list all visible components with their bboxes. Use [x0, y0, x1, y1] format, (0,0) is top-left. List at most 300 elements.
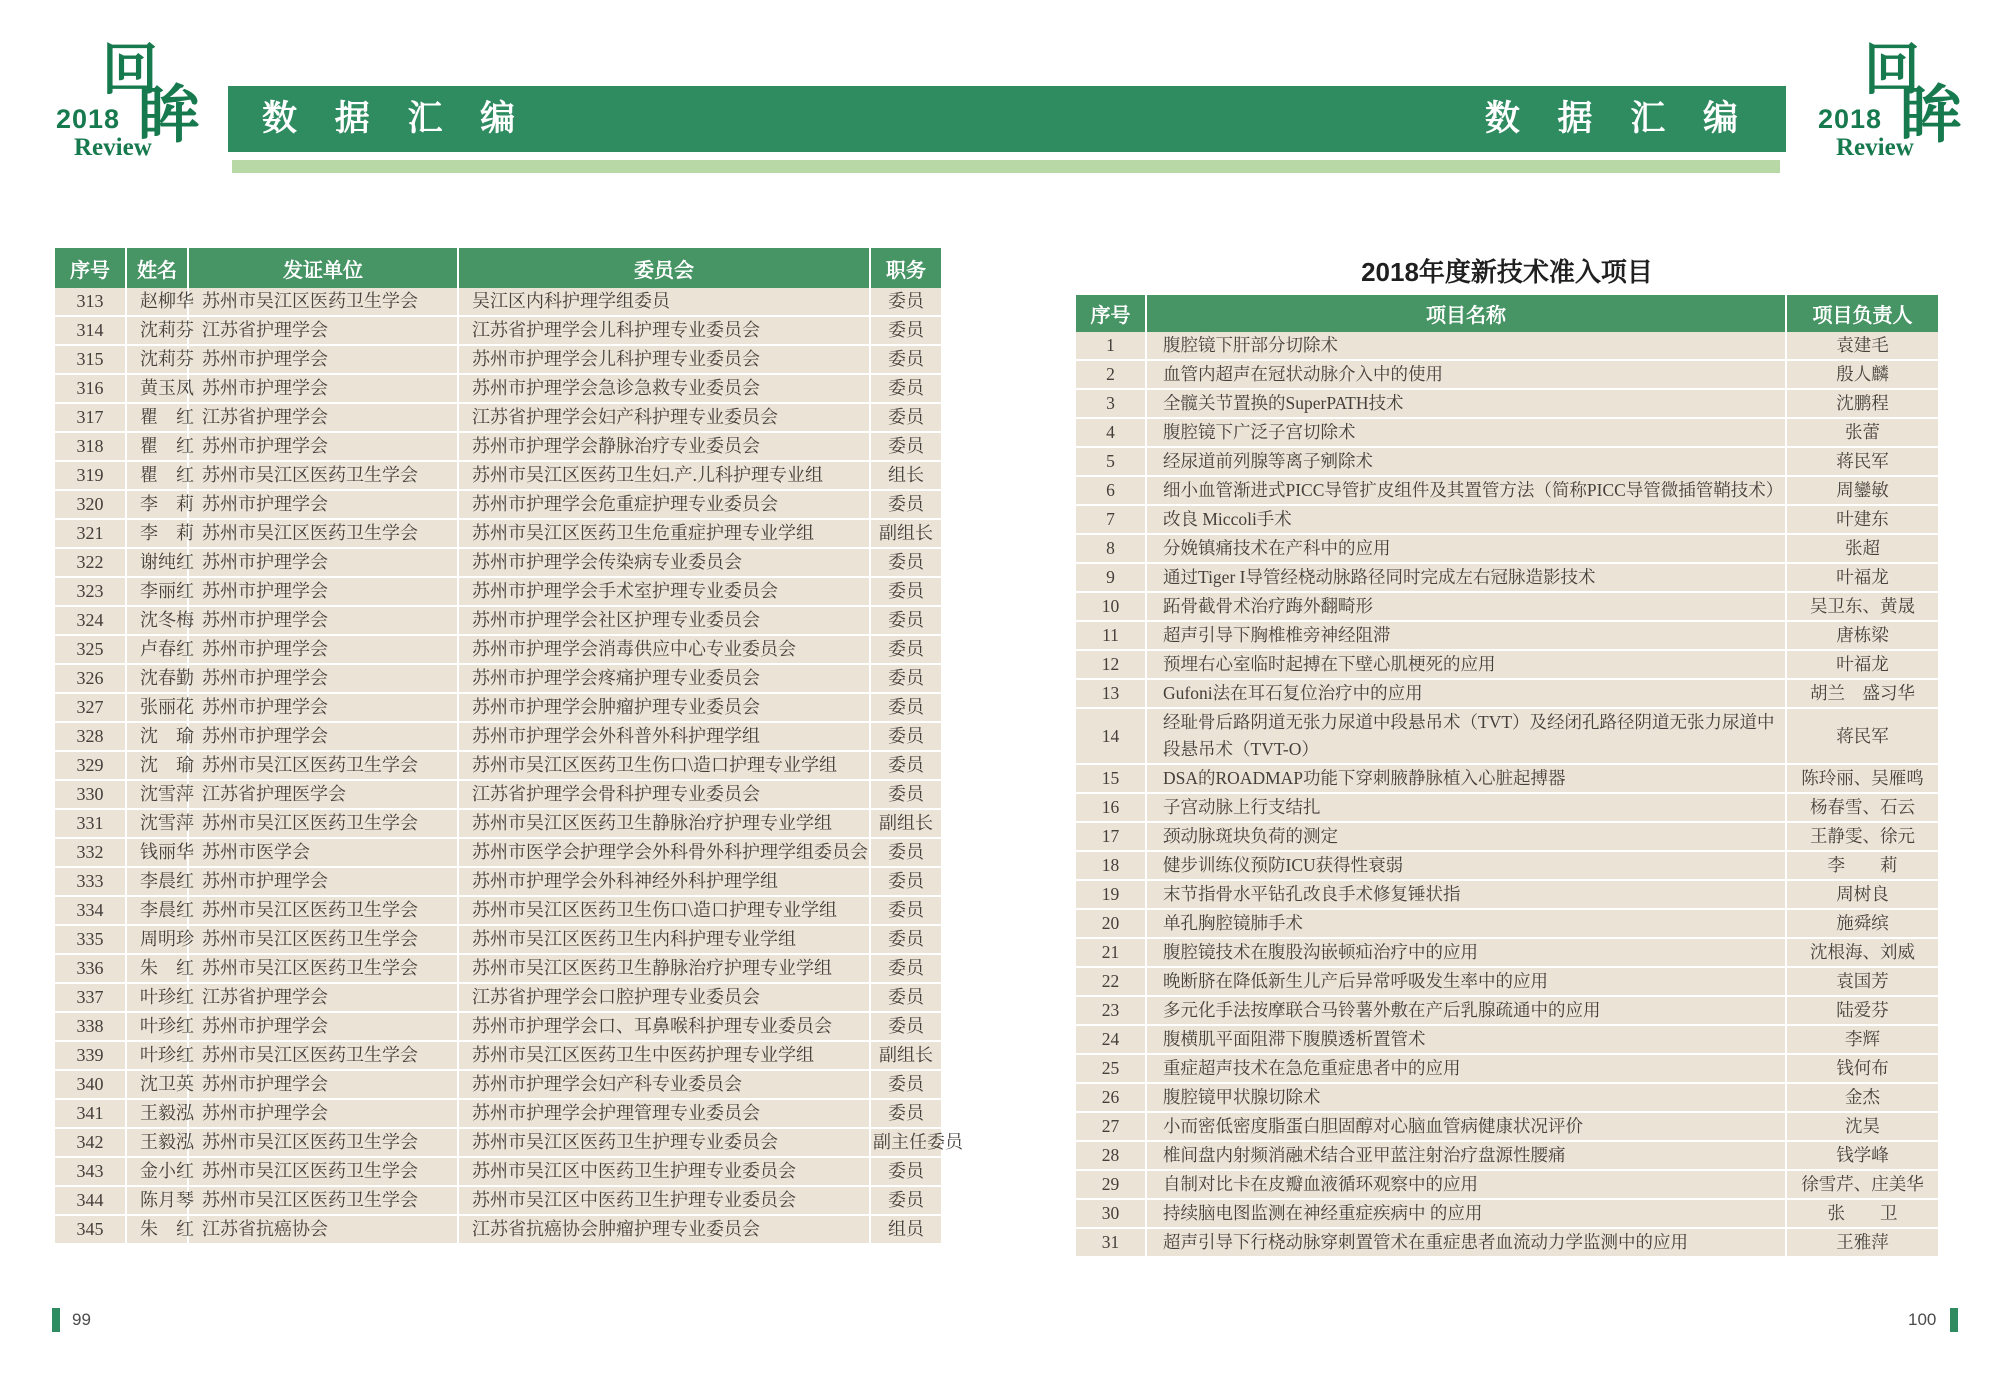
cell-position: 副组长 [870, 1041, 941, 1070]
cell-project-name: 超声引导下行桡动脉穿刺置管术在重症患者血流动力学监测中的应用 [1146, 1228, 1786, 1257]
cell-name: 王毅泓 [126, 1099, 188, 1128]
cell-project-name: 椎间盘内射频消融术结合亚甲蓝注射治疗盘源性腰痛 [1146, 1141, 1786, 1170]
cell-issuing-unit: 苏州市护理学会 [188, 664, 458, 693]
table-row [1076, 793, 1938, 822]
cell-seq: 322 [55, 548, 126, 577]
column-header: 职务 [870, 248, 941, 288]
cell-name: 李 莉 [126, 519, 188, 548]
cell-seq: 5 [1076, 447, 1146, 476]
cell-seq: 321 [55, 519, 126, 548]
cell-issuing-unit: 苏州市护理学会 [188, 432, 458, 461]
cell-position: 委员 [870, 983, 941, 1012]
cell-seq: 15 [1076, 764, 1146, 793]
cell-seq: 340 [55, 1070, 126, 1099]
table-row [55, 606, 941, 635]
cell-position: 委员 [870, 722, 941, 751]
cell-position: 副组长 [870, 809, 941, 838]
cell-committee: 苏州市护理学会急诊急救专业委员会 [458, 374, 870, 403]
column-header: 序号 [1076, 295, 1146, 332]
table-row [55, 867, 941, 896]
cell-committee: 苏州市护理学会静脉治疗专业委员会 [458, 432, 870, 461]
table-row [55, 751, 941, 780]
table-row [55, 345, 941, 374]
table-row [1076, 679, 1938, 708]
table-row [1076, 332, 1938, 360]
cell-seq: 27 [1076, 1112, 1146, 1141]
cell-committee: 苏州市护理学会疼痛护理专业委员会 [458, 664, 870, 693]
cell-name: 赵柳华 [126, 288, 188, 316]
table-row [55, 1041, 941, 1070]
cell-position: 委员 [870, 316, 941, 345]
table-row [1076, 851, 1938, 880]
cell-position: 组员 [870, 1215, 941, 1244]
cell-committee: 苏州市吴江区医药卫生中医药护理专业学组 [458, 1041, 870, 1070]
cell-project-name: 单孔胸腔镜肺手术 [1146, 909, 1786, 938]
table-row [1076, 650, 1938, 679]
cell-seq: 6 [1076, 476, 1146, 505]
table-row [1076, 592, 1938, 621]
cell-project-name: 末节指骨水平钻孔改良手术修复锤状指 [1146, 880, 1786, 909]
table-row [1076, 447, 1938, 476]
cell-name: 沈春勤 [126, 664, 188, 693]
cell-committee: 苏州市护理学会儿科护理专业委员会 [458, 345, 870, 374]
cell-seq: 24 [1076, 1025, 1146, 1054]
cell-name: 李 莉 [126, 490, 188, 519]
cell-name: 沈冬梅 [126, 606, 188, 635]
logo-review-label: Review [74, 134, 152, 161]
cell-project-leader: 杨春雪、石云 [1786, 793, 1938, 822]
cell-project-name: 全髋关节置换的SuperPATH技术 [1146, 389, 1786, 418]
table-row [1076, 360, 1938, 389]
cell-name: 李晨红 [126, 867, 188, 896]
cell-committee: 苏州市护理学会社区护理专业委员会 [458, 606, 870, 635]
cell-issuing-unit: 苏州市护理学会 [188, 635, 458, 664]
table-row [1076, 476, 1938, 505]
cell-seq: 26 [1076, 1083, 1146, 1112]
cell-name: 叶珍红 [126, 983, 188, 1012]
table-row [1076, 621, 1938, 650]
cell-name: 卢春红 [126, 635, 188, 664]
cell-seq: 25 [1076, 1054, 1146, 1083]
cell-name: 沈卫英 [126, 1070, 188, 1099]
cell-seq: 1 [1076, 332, 1146, 360]
table-row [55, 461, 941, 490]
cell-position: 组长 [870, 461, 941, 490]
cell-project-leader: 唐栋梁 [1786, 621, 1938, 650]
cell-position: 委员 [870, 954, 941, 983]
cell-seq: 329 [55, 751, 126, 780]
cell-seq: 332 [55, 838, 126, 867]
cell-project-name: 持续脑电图监测在神经重症疾病中 的应用 [1146, 1199, 1786, 1228]
cell-name: 沈雪萍 [126, 780, 188, 809]
cell-issuing-unit: 江苏省护理学会 [188, 403, 458, 432]
cell-project-name: 健步训练仪预防ICU获得性衰弱 [1146, 851, 1786, 880]
table-row [1076, 1141, 1938, 1170]
cell-committee: 苏州市护理学会传染病专业委员会 [458, 548, 870, 577]
cell-issuing-unit: 苏州市护理学会 [188, 490, 458, 519]
cell-project-name: Gufoni法在耳石复位治疗中的应用 [1146, 679, 1786, 708]
cell-project-name: 晚断脐在降低新生儿产后异常呼吸发生率中的应用 [1146, 967, 1786, 996]
cell-committee: 江苏省护理学会儿科护理专业委员会 [458, 316, 870, 345]
cell-name: 黄玉凤 [126, 374, 188, 403]
cell-position: 委员 [870, 345, 941, 374]
cell-issuing-unit: 苏州市医学会 [188, 838, 458, 867]
cell-committee: 苏州市吴江区医药卫生伤口\造口护理专业学组 [458, 896, 870, 925]
cell-project-name: 腹腔镜下广泛子宫切除术 [1146, 418, 1786, 447]
logo-year: 2018 [1818, 104, 1883, 134]
cell-position: 副组长 [870, 519, 941, 548]
cell-project-leader: 王雅萍 [1786, 1228, 1938, 1257]
cell-committee: 苏州市吴江区医药卫生妇.产.儿科护理专业组 [458, 461, 870, 490]
cell-project-leader: 陈玲丽、吴雁鸣 [1786, 764, 1938, 793]
cell-project-leader: 钱学峰 [1786, 1141, 1938, 1170]
cell-project-leader: 施舜缤 [1786, 909, 1938, 938]
cell-position: 委员 [870, 780, 941, 809]
left-page-number: 99 [72, 1310, 91, 1329]
cell-project-name: 重症超声技术在急危重症患者中的应用 [1146, 1054, 1786, 1083]
table-row [1076, 1054, 1938, 1083]
cell-issuing-unit: 苏州市护理学会 [188, 606, 458, 635]
cell-issuing-unit: 苏州市吴江区医药卫生学会 [188, 925, 458, 954]
cell-project-name: 分娩镇痛技术在产科中的应用 [1146, 534, 1786, 563]
table-row [55, 548, 941, 577]
table-row [55, 925, 941, 954]
table-row [55, 374, 941, 403]
cell-committee: 江苏省护理学会口腔护理专业委员会 [458, 983, 870, 1012]
logo-calligraphy-icon: 回 [1864, 37, 1920, 103]
cell-issuing-unit: 江苏省护理医学会 [188, 780, 458, 809]
cell-committee: 苏州市吴江区医药卫生护理专业委员会 [458, 1128, 870, 1157]
cell-project-name: 经耻骨后路阴道无张力尿道中段悬吊术（TVT）及经闭孔路径阴道无张力尿道中段悬吊术（TVT-O） [1146, 708, 1786, 764]
cell-position: 委员 [870, 896, 941, 925]
cell-seq: 344 [55, 1186, 126, 1215]
table-row [55, 519, 941, 548]
cell-project-leader: 袁国芳 [1786, 967, 1938, 996]
cell-committee: 苏州市吴江区中医药卫生护理专业委员会 [458, 1186, 870, 1215]
table-row [1076, 418, 1938, 447]
cell-seq: 314 [55, 316, 126, 345]
cell-name: 瞿 红 [126, 432, 188, 461]
table-row [1076, 389, 1938, 418]
left-review-logo [56, 37, 201, 168]
table-row [1076, 996, 1938, 1025]
column-header: 项目名称 [1146, 295, 1786, 332]
cell-seq: 341 [55, 1099, 126, 1128]
cell-project-name: 细小血管渐进式PICC导管扩皮组件及其置管方法（简称PICC导管微插管鞘技术） [1146, 476, 1786, 505]
cell-seq: 338 [55, 1012, 126, 1041]
cell-seq: 316 [55, 374, 126, 403]
cell-committee: 吴江区内科护理学组委员 [458, 288, 870, 316]
left-banner-underline [232, 160, 1008, 173]
table-row [1076, 534, 1938, 563]
cell-project-leader: 沈昊 [1786, 1112, 1938, 1141]
table-row [55, 896, 941, 925]
cell-committee: 江苏省护理学会骨科护理专业委员会 [458, 780, 870, 809]
cell-seq: 318 [55, 432, 126, 461]
cell-project-leader: 徐雪芹、庄美华 [1786, 1170, 1938, 1199]
table-row [55, 983, 941, 1012]
cell-committee: 苏州市护理学会消毒供应中心专业委员会 [458, 635, 870, 664]
table-row [55, 809, 941, 838]
cell-project-name: 腹腔镜下肝部分切除术 [1146, 332, 1786, 360]
cell-issuing-unit: 苏州市护理学会 [188, 577, 458, 606]
cell-project-leader: 叶建东 [1786, 505, 1938, 534]
cell-project-leader: 张蕾 [1786, 418, 1938, 447]
cell-seq: 29 [1076, 1170, 1146, 1199]
cell-issuing-unit: 苏州市吴江区医药卫生学会 [188, 751, 458, 780]
cell-position: 委员 [870, 288, 941, 316]
cell-issuing-unit: 江苏省抗癌协会 [188, 1215, 458, 1244]
cell-seq: 326 [55, 664, 126, 693]
left-banner-title: 数 据 汇 编 [228, 86, 1008, 152]
table-row [1076, 880, 1938, 909]
cell-seq: 22 [1076, 967, 1146, 996]
cell-project-name: 自制对比卡在皮瓣血液循环观察中的应用 [1146, 1170, 1786, 1199]
cell-seq: 317 [55, 403, 126, 432]
cell-name: 叶珍红 [126, 1041, 188, 1070]
cell-seq: 21 [1076, 938, 1146, 967]
cell-name: 陈月琴 [126, 1186, 188, 1215]
cell-position: 委员 [870, 1157, 941, 1186]
cell-seq: 333 [55, 867, 126, 896]
cell-project-leader: 周鑾敏 [1786, 476, 1938, 505]
cell-committee: 苏州市吴江区中医药卫生护理专业委员会 [458, 1157, 870, 1186]
cell-seq: 331 [55, 809, 126, 838]
cell-issuing-unit: 苏州市护理学会 [188, 1070, 458, 1099]
cell-committee: 苏州市医学会护理学会外科骨外科护理学组委员会 [458, 838, 870, 867]
right-section-title: 2018年度新技术准入项目 [1361, 257, 1653, 287]
cell-committee: 苏州市吴江区医药卫生内科护理专业学组 [458, 925, 870, 954]
cell-issuing-unit: 苏州市护理学会 [188, 1012, 458, 1041]
cell-seq: 14 [1076, 708, 1146, 764]
cell-committee: 苏州市吴江区医药卫生静脉治疗护理专业学组 [458, 954, 870, 983]
table-row [1076, 822, 1938, 851]
cell-seq: 19 [1076, 880, 1146, 909]
cell-seq: 12 [1076, 650, 1146, 679]
cell-project-name: 预埋右心室临时起搏在下壁心肌梗死的应用 [1146, 650, 1786, 679]
cell-project-leader: 李辉 [1786, 1025, 1938, 1054]
cell-position: 副主任委员 [870, 1128, 941, 1157]
table-row [55, 1215, 941, 1244]
cell-project-leader: 叶福龙 [1786, 650, 1938, 679]
cell-issuing-unit: 苏州市护理学会 [188, 374, 458, 403]
cell-project-name: 腹腔镜甲状腺切除术 [1146, 1083, 1786, 1112]
cell-name: 沈 瑜 [126, 751, 188, 780]
cell-seq: 313 [55, 288, 126, 316]
cell-issuing-unit: 苏州市吴江区医药卫生学会 [188, 1041, 458, 1070]
cell-seq: 343 [55, 1157, 126, 1186]
cell-committee: 苏州市护理学会危重症护理专业委员会 [458, 490, 870, 519]
table-row [55, 693, 941, 722]
cell-name: 沈 瑜 [126, 722, 188, 751]
cell-seq: 327 [55, 693, 126, 722]
cell-project-leader: 张 卫 [1786, 1199, 1938, 1228]
cell-name: 叶珍红 [126, 1012, 188, 1041]
cell-name: 周明珍 [126, 925, 188, 954]
cell-seq: 337 [55, 983, 126, 1012]
right-banner-title: 数 据 汇 编 [1004, 86, 1786, 152]
cell-position: 委员 [870, 1012, 941, 1041]
table-row [55, 288, 941, 316]
table-row [55, 780, 941, 809]
cell-position: 委员 [870, 635, 941, 664]
cell-issuing-unit: 苏州市护理学会 [188, 867, 458, 896]
table-row [55, 1157, 941, 1186]
table-row [55, 432, 941, 461]
cell-position: 委员 [870, 1099, 941, 1128]
cell-project-leader: 金杰 [1786, 1083, 1938, 1112]
column-header: 委员会 [458, 248, 870, 288]
table-row [55, 1070, 941, 1099]
table-row [1076, 1170, 1938, 1199]
table-row [55, 1186, 941, 1215]
cell-project-leader: 张超 [1786, 534, 1938, 563]
cell-project-leader: 陆爱芬 [1786, 996, 1938, 1025]
cell-position: 委员 [870, 577, 941, 606]
cell-seq: 10 [1076, 592, 1146, 621]
table-row [55, 403, 941, 432]
committee-membership-table [55, 248, 963, 1245]
logo-calligraphy-icon: 眸 [138, 78, 201, 151]
cell-position: 委员 [870, 925, 941, 954]
logo-calligraphy-icon: 眸 [1900, 78, 1963, 151]
cell-name: 朱 红 [126, 954, 188, 983]
table-row [1076, 909, 1938, 938]
cell-position: 委员 [870, 751, 941, 780]
right-page-number: 100 [1908, 1310, 1937, 1329]
cell-seq: 17 [1076, 822, 1146, 851]
table-row [55, 838, 941, 867]
table-row [55, 490, 941, 519]
cell-project-name: 腹腔镜技术在腹股沟嵌顿疝治疗中的应用 [1146, 938, 1786, 967]
logo-calligraphy-icon: 回 [102, 37, 158, 103]
cell-position: 委员 [870, 548, 941, 577]
cell-project-name: 血管内超声在冠状动脉介入中的使用 [1146, 360, 1786, 389]
right-page-marker-bar [1950, 1308, 1958, 1332]
logo-review-label: Review [1836, 134, 1914, 161]
cell-seq: 2 [1076, 360, 1146, 389]
left-page-marker-bar [52, 1308, 60, 1332]
table-row [55, 1012, 941, 1041]
table-row [1076, 708, 1938, 764]
cell-project-name: DSA的ROADMAP功能下穿刺腋静脉植入心脏起搏器 [1146, 764, 1786, 793]
cell-seq: 325 [55, 635, 126, 664]
cell-project-name: 多元化手法按摩联合马铃薯外敷在产后乳腺疏通中的应用 [1146, 996, 1786, 1025]
cell-committee: 苏州市吴江区医药卫生危重症护理专业学组 [458, 519, 870, 548]
cell-name: 金小红 [126, 1157, 188, 1186]
column-header: 序号 [55, 248, 126, 288]
cell-name: 王毅泓 [126, 1128, 188, 1157]
column-header: 发证单位 [188, 248, 458, 288]
column-header: 姓名 [126, 248, 188, 288]
cell-project-name: 经尿道前列腺等离子剜除术 [1146, 447, 1786, 476]
cell-name: 沈莉芬 [126, 345, 188, 374]
table-row [55, 722, 941, 751]
cell-seq: 330 [55, 780, 126, 809]
cell-name: 谢纯红 [126, 548, 188, 577]
table-row [55, 954, 941, 983]
cell-position: 委员 [870, 432, 941, 461]
cell-seq: 11 [1076, 621, 1146, 650]
cell-issuing-unit: 苏州市护理学会 [188, 693, 458, 722]
cell-seq: 320 [55, 490, 126, 519]
cell-project-name: 跖骨截骨术治疗踇外翻畸形 [1146, 592, 1786, 621]
cell-project-name: 通过Tiger I导管经桡动脉路径同时完成左右冠脉造影技术 [1146, 563, 1786, 592]
cell-name: 张丽花 [126, 693, 188, 722]
table-row [1076, 505, 1938, 534]
cell-name: 沈莉芬 [126, 316, 188, 345]
cell-name: 瞿 红 [126, 461, 188, 490]
new-technology-projects-table [1076, 295, 1938, 1258]
cell-seq: 4 [1076, 418, 1146, 447]
column-header: 项目负责人 [1786, 295, 1938, 332]
cell-committee: 苏州市护理学会手术室护理专业委员会 [458, 577, 870, 606]
table-header-row [1076, 295, 1938, 332]
cell-position: 委员 [870, 1070, 941, 1099]
table-row [55, 635, 941, 664]
cell-committee: 苏州市护理学会口、耳鼻喉科护理专业委员会 [458, 1012, 870, 1041]
cell-seq: 315 [55, 345, 126, 374]
table-row [55, 1099, 941, 1128]
cell-position: 委员 [870, 693, 941, 722]
cell-seq: 339 [55, 1041, 126, 1070]
cell-position: 委员 [870, 374, 941, 403]
table-header-row [55, 248, 941, 288]
cell-seq: 23 [1076, 996, 1146, 1025]
cell-issuing-unit: 苏州市护理学会 [188, 548, 458, 577]
cell-issuing-unit: 苏州市吴江区医药卫生学会 [188, 809, 458, 838]
cell-seq: 345 [55, 1215, 126, 1244]
cell-project-leader: 沈根海、刘威 [1786, 938, 1938, 967]
cell-seq: 328 [55, 722, 126, 751]
cell-issuing-unit: 苏州市吴江区医药卫生学会 [188, 1128, 458, 1157]
table-row [1076, 764, 1938, 793]
logo-year: 2018 [56, 104, 121, 134]
cell-seq: 28 [1076, 1141, 1146, 1170]
cell-project-leader: 胡兰 盛习华 [1786, 679, 1938, 708]
cell-project-name: 超声引导下胸椎椎旁神经阻滞 [1146, 621, 1786, 650]
table-row [1076, 1112, 1938, 1141]
table-row [55, 664, 941, 693]
cell-seq: 8 [1076, 534, 1146, 563]
cell-project-name: 改良 Miccoli手术 [1146, 505, 1786, 534]
cell-committee: 苏州市护理学会外科神经外科护理学组 [458, 867, 870, 896]
cell-committee: 苏州市护理学会肿瘤护理专业委员会 [458, 693, 870, 722]
cell-issuing-unit: 江苏省护理学会 [188, 983, 458, 1012]
cell-committee: 苏州市吴江区医药卫生静脉治疗护理专业学组 [458, 809, 870, 838]
cell-issuing-unit: 苏州市吴江区医药卫生学会 [188, 1157, 458, 1186]
cell-project-name: 小而密低密度脂蛋白胆固醇对心脑血管病健康状况评价 [1146, 1112, 1786, 1141]
table-row [55, 1128, 941, 1157]
cell-position: 委员 [870, 403, 941, 432]
cell-seq: 7 [1076, 505, 1146, 534]
cell-project-leader: 蒋民军 [1786, 708, 1938, 764]
cell-name: 朱 红 [126, 1215, 188, 1244]
cell-seq: 335 [55, 925, 126, 954]
cell-seq: 334 [55, 896, 126, 925]
cell-seq: 30 [1076, 1199, 1146, 1228]
cell-committee: 江苏省抗癌协会肿瘤护理专业委员会 [458, 1215, 870, 1244]
cell-committee: 苏州市吴江区医药卫生伤口\造口护理专业学组 [458, 751, 870, 780]
cell-seq: 31 [1076, 1228, 1146, 1257]
cell-position: 委员 [870, 664, 941, 693]
table-row [1076, 563, 1938, 592]
cell-committee: 江苏省护理学会妇产科护理专业委员会 [458, 403, 870, 432]
cell-seq: 16 [1076, 793, 1146, 822]
cell-position: 委员 [870, 867, 941, 896]
cell-seq: 18 [1076, 851, 1146, 880]
cell-name: 钱丽华 [126, 838, 188, 867]
